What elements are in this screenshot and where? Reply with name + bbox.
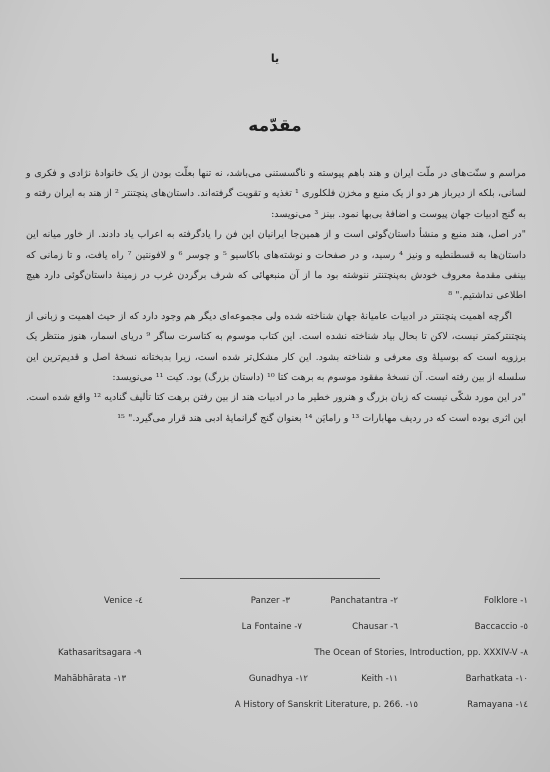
- footnote: Baccaccio -٥: [474, 622, 528, 632]
- footnote-row: [22, 648, 528, 662]
- quote-paragraph: "در این مورد شکّی نیست که زبان بزرگ و هنرور خطیر ما در ادبیات هند از بین رفتن برهت کتا تألیف گنادیه ¹² واقع شده است. این اثری بوده است که در ردیف مهابارات ¹³ و رامایَن ¹⁴ بعنوان گنج گرانمایهٔ ادبی هند قرار می‌گیرد." ¹⁵: [26, 392, 526, 424]
- quote-paragraph: "در اصل، هند منبع و منشأ داستان‌گوئی است و از همین‌جا ایرانیان این فن را یادگرفته به اعراب یاد دادند. از خاور میانه این داستان‌ها به قسطنطیه و ونیز ⁴ رسید، و در صفحات و نوشته‌های باکاسیو ⁵ و چوسر ⁶ و لافونتین ⁷ راه یافت، و تا زمانی که بینفی مقدمهٔ معروف خودش به‌پنچتنتر ننوشته بود ما از آن منبعهائی که شرف برگردن غرب در زمینهٔ داستان‌گوئی دارد هیچ اطلاعی نداشتیم." ⁸: [26, 229, 526, 302]
- footnote-row: [22, 674, 528, 688]
- body-text: [26, 164, 526, 429]
- footnote: Ramayana -١٤: [467, 700, 528, 710]
- footnote: Kathasaritsagara -٩: [58, 648, 142, 658]
- footnote: A History of Sanskrit Literature, p. 266. -١٥: [234, 700, 418, 710]
- footnote: Chausar -٦: [352, 622, 398, 632]
- footnote: Keith -١١: [361, 674, 398, 684]
- footnote: La Fontaine -٧: [241, 622, 302, 632]
- footnote: Folklore -١: [484, 596, 528, 606]
- footnote: Venice -٤: [104, 596, 143, 606]
- footnote: Mahābhārata -١٣: [54, 674, 127, 684]
- footnote: The Ocean of Stories, Introduction, pp. XXXIV-V -٨: [314, 648, 528, 658]
- page-number: یا: [270, 52, 280, 65]
- footnote: Gunadhya -١٢: [248, 674, 308, 684]
- paragraph: مراسم و سنّت‌های در ملّت ایران و هند باهم پیوسته و ناگسستنی می‌باشد، نه تنها بعلّت بودن از یک خانوادهٔ نژادی و فکری و لسانی، بلکه از دیرباز هر دو از یک منبع و مخزن فلکلوری ¹ تغذیه و تقویت گرفته‌اند. داستان‌های پنچتنتر ² از هند به ایران رفته و به گنج ادبیات جهان پیوست و اضافهٔ بی‌بها نمود. بینز ³ می‌نویسد:: [26, 168, 526, 220]
- footnote: Panzer -٣: [250, 596, 290, 606]
- footnote-row: [22, 700, 528, 714]
- footnote-divider: [180, 578, 380, 579]
- paragraph: اگرچه اهمیت پنچتنتر در ادبیات عامیانهٔ جهان شناخته شده ولی مجموعه‌ای دیگر هم وجود دارد که از حیث اهمیت و زبانی از پنچتنترکمتر نیست، لاکن تا بحال بیاد شناخته نشده است. این کتاب موسوم به کتاسرت ساگر ⁹ دریای اسمار، هنوز منتظر یک برزویه است که بوسیلهٔ وی معرفی و شناخته بشود. این کار مشکل‌تر شده است، زیرا بدبختانه نسخهٔ اصل و قدیم‌ترین این سلسله از بین رفته است. آن نسخهٔ مفقود موسوم به برهت کتا ¹⁰ (داستان بزرگ) بود. کیت ¹¹ می‌نویسد:: [26, 310, 526, 384]
- footnote-row: [22, 596, 528, 610]
- page-title: مقدّمه: [248, 116, 302, 136]
- footnote: Barhatkata -١٠: [465, 674, 528, 684]
- footnote: Panchatantra -٢: [330, 596, 398, 606]
- footnote-row: [22, 622, 528, 636]
